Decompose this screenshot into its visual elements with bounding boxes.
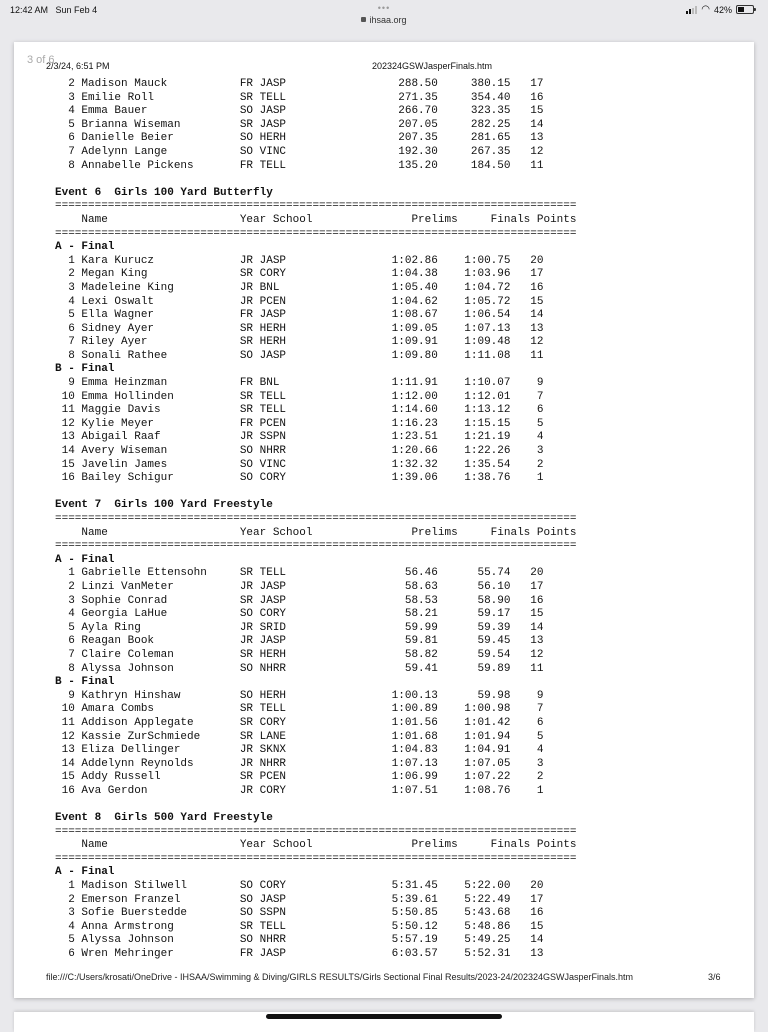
results-heading-line: A - Final [55,866,115,879]
results-line: 2 Linzi VanMeter JR JASP 58.63 56.10 17 [55,580,544,593]
results-heading-line: Event 7 Girls 100 Yard Freestyle [55,499,273,512]
results-heading-line: B - Final [55,676,115,689]
results-line: 8 Annabelle Pickens FR TELL 135.20 184.50 11 [55,159,544,172]
results-line: 16 Ava Gerdon JR CORY 1:07.51 1:08.76 1 [55,784,544,797]
results-line: 4 Lexi Oswalt JR PCEN 1:04.62 1:05.72 15 [55,295,544,308]
status-time: 12:42 AM [10,5,49,15]
results-heading-line: Event 8 Girls 500 Yard Freestyle [55,812,273,825]
results-line: 9 Kathryn Hinshaw SO HERH 1:00.13 59.98 9 [55,689,544,702]
results-line: 13 Eliza Dellinger JR SKNX 1:04.83 1:04.91 4 [55,744,544,757]
address-bar[interactable] [0,15,768,25]
results-line: 11 Maggie Davis SR TELL 1:14.60 1:13.12 6 [55,404,544,417]
results-line: 8 Alyssa Johnson SO NHRR 59.41 59.89 11 [55,662,544,675]
results-line: Name Year School Prelims Finals Points [55,839,577,852]
results-text [55,78,577,962]
wifi-icon: ◠ [701,4,710,15]
results-line: 11 Addison Applegate SR CORY 1:01.56 1:01.42 6 [55,716,544,729]
results-line: 1 Gabrielle Ettensohn SR TELL 56.46 55.74 20 [55,567,544,580]
results-line: 3 Madeleine King JR BNL 1:05.40 1:04.72 16 [55,281,544,294]
results-line: 1 Kara Kurucz JR JASP 1:02.86 1:00.75 20 [55,254,544,267]
print-date: 2/3/24, 6:51 PM [46,61,110,71]
results-line: =============================================================================== [55,540,577,553]
footer-file-path: file:///C:/Users/krosati/OneDrive - IHSAA/Swimming & Diving/GIRLS RESULTS/Girls Sectional Final Results/2023-24/202324GSWJasperFinals.htm [46,972,634,982]
results-line: 14 Addelynn Reynolds JR NHRR 1:07.13 1:07.05 3 [55,757,544,770]
results-line: =============================================================================== [55,200,577,213]
address-url: ihsaa.org [369,15,407,25]
results-line: 6 Danielle Beier SO HERH 207.35 281.65 13 [55,132,544,145]
page-counter-badge: 3 of 6 [27,54,55,66]
results-line: 8 Sonali Rathee SO JASP 1:09.80 1:11.08 11 [55,349,544,362]
results-line: 15 Addy Russell SR PCEN 1:06.99 1:07.22 2 [55,771,544,784]
results-line: 9 Emma Heinzman FR BNL 1:11.91 1:10.07 9 [55,377,544,390]
results-heading-line: Event 6 Girls 100 Yard Butterfly [55,186,273,199]
results-line: 7 Riley Ayer SR HERH 1:09.91 1:09.48 12 [55,336,544,349]
results-line: 3 Sofie Buerstedde SO SSPN 5:50.85 5:43.68 16 [55,907,544,920]
results-heading-line: B - Final [55,363,115,376]
results-line: 5 Ayla Ring JR SRID 59.99 59.39 14 [55,621,544,634]
results-line: 5 Alyssa Johnson SO NHRR 5:57.19 5:49.25 14 [55,934,544,947]
results-line: 6 Sidney Ayer SR HERH 1:09.05 1:07.13 13 [55,322,544,335]
results-line: 16 Bailey Schigur SO CORY 1:39.06 1:38.76 1 [55,472,544,485]
lock-icon [361,17,366,22]
results-line: 3 Sophie Conrad SR JASP 58.53 58.90 16 [55,594,544,607]
results-line: 4 Emma Bauer SO JASP 266.70 323.35 15 [55,105,544,118]
results-line: =============================================================================== [55,513,577,525]
tab-overview-dots-icon[interactable]: ••• [377,3,391,13]
results-line: 7 Adelynn Lange SO VINC 192.30 267.35 12 [55,145,544,158]
results-line: 14 Avery Wiseman SO NHRR 1:20.66 1:22.26 3 [55,445,544,458]
results-line: Name Year School Prelims Finals Points [55,213,577,226]
results-line: 6 Reagan Book JR JASP 59.81 59.45 13 [55,635,544,648]
results-line: =============================================================================== [55,825,577,838]
results-line: =============================================================================== [55,852,577,865]
battery-percent: 42% [713,4,732,15]
results-line: =============================================================================== [55,227,577,240]
status-indicators [686,4,754,15]
results-heading-line: A - Final [55,241,115,254]
results-line: 10 Emma Hollinden SR TELL 1:12.00 1:12.01 7 [55,390,544,403]
results-line: 13 Abigail Raaf JR SSPN 1:23.51 1:21.19 4 [55,431,544,444]
results-line: 2 Megan King SR CORY 1:04.38 1:03.96 17 [55,268,544,281]
pdf-page [14,42,754,998]
results-line: 12 Kylie Meyer FR PCEN 1:16.23 1:15.15 5 [55,417,544,430]
results-line: 3 Emilie Roll SR TELL 271.35 354.40 16 [55,91,544,104]
results-line: 5 Ella Wagner FR JASP 1:08.67 1:06.54 14 [55,309,544,322]
document-title: 202324GSWJasperFinals.htm [372,61,493,71]
battery-icon [736,5,754,14]
results-line: 7 Claire Coleman SR HERH 58.82 59.54 12 [55,648,544,661]
footer-page-number: 3/6 [708,972,721,982]
cellular-signal-icon [686,6,697,14]
home-indicator[interactable] [266,1014,502,1019]
results-line: 6 Wren Mehringer FR JASP 6:03.57 5:52.31 13 [55,948,544,960]
results-line: 5 Brianna Wiseman SR JASP 207.05 282.25 14 [55,118,544,131]
results-line: 12 Kassie ZurSchmiede SR LANE 1:01.68 1:01.94 5 [55,730,544,743]
results-heading-line: A - Final [55,553,115,566]
results-line: 2 Emerson Franzel SO JASP 5:39.61 5:22.49 17 [55,893,544,906]
results-line: 15 Javelin James SO VINC 1:32.32 1:35.54 2 [55,458,544,471]
status-bar [0,0,768,25]
status-date: Sun Feb 4 [55,5,98,15]
results-line: 1 Madison Stilwell SO CORY 5:31.45 5:22.00 20 [55,880,544,893]
results-line: Name Year School Prelims Finals Points [55,526,577,539]
results-line: 4 Georgia LaHue SO CORY 58.21 59.17 15 [55,608,544,621]
results-line: 2 Madison Mauck FR JASP 288.50 380.15 17 [55,78,544,90]
results-line: 4 Anna Armstrong SR TELL 5:50.12 5:48.86 15 [55,920,544,933]
results-line: 10 Amara Combs SR TELL 1:00.89 1:00.98 7 [55,703,544,716]
